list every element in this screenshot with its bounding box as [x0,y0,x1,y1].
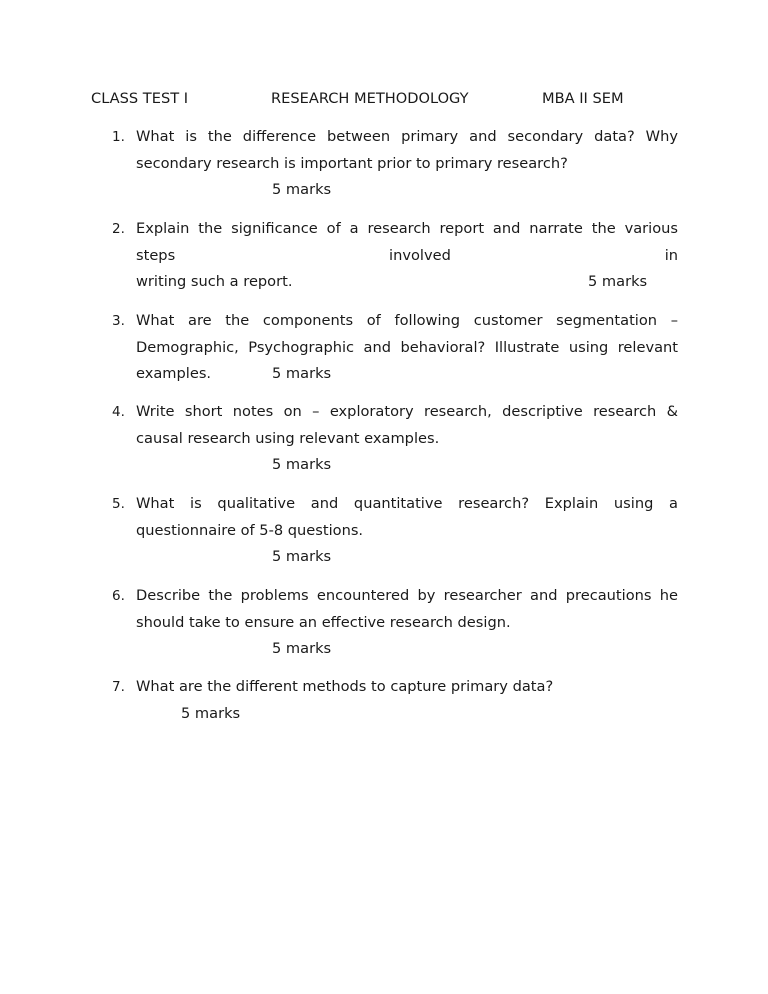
question-number: 7. [112,679,125,695]
question-marks: 5 marks [272,456,332,473]
question-text-line: Explain the significance of a research report and narrate the various [136,220,678,237]
question-number: 1. [112,129,125,145]
question-marks: 5 marks [272,548,332,565]
question-marks: 5 marks [272,640,332,657]
question-text-line: What is qualitative and quantitative research? Explain using a [136,495,678,512]
question-text-line: What are the different methods to capture primary data? [136,678,554,695]
question-marks: 5 marks [272,365,332,382]
question-text-line: Write short notes on – exploratory research, descriptive research & [136,403,678,420]
question-marks: 5 marks [272,181,332,198]
question-text-line: What are the components of following customer segmentation – [136,312,678,329]
question-number: 3. [112,313,125,329]
question-text-line: Describe the problems encountered by researcher and precautions he [136,587,678,604]
question-number: 2. [112,221,125,237]
test-header [0,90,768,110]
header-subject: RESEARCH METHODOLOGY [271,90,469,107]
question-text-line: What is the difference between primary and secondary data? Why [136,128,678,145]
question-text-line: secondary research is important prior to primary research? [136,154,568,172]
question-text-line: causal research using relevant examples. [136,429,440,447]
question-text-line: Demographic, Psychographic and behavioral? Illustrate using relevant [136,338,678,356]
question-text-line: questionnaire of 5-8 questions. [136,521,364,539]
question-number: 5. [112,496,125,512]
question-text-line: should take to ensure an effective research design. [136,613,511,631]
question-marks: 5 marks [588,273,648,290]
question-number: 4. [112,404,125,420]
question-number: 6. [112,588,125,604]
header-semester: MBA II SEM [542,90,624,107]
question-text-line: examples. [136,365,212,382]
header-test-name: CLASS TEST I [91,90,189,107]
question-text-line: writing such a report. [136,273,293,290]
question-text-line: steps involved in [136,246,678,264]
question-marks: 5 marks [181,705,241,722]
